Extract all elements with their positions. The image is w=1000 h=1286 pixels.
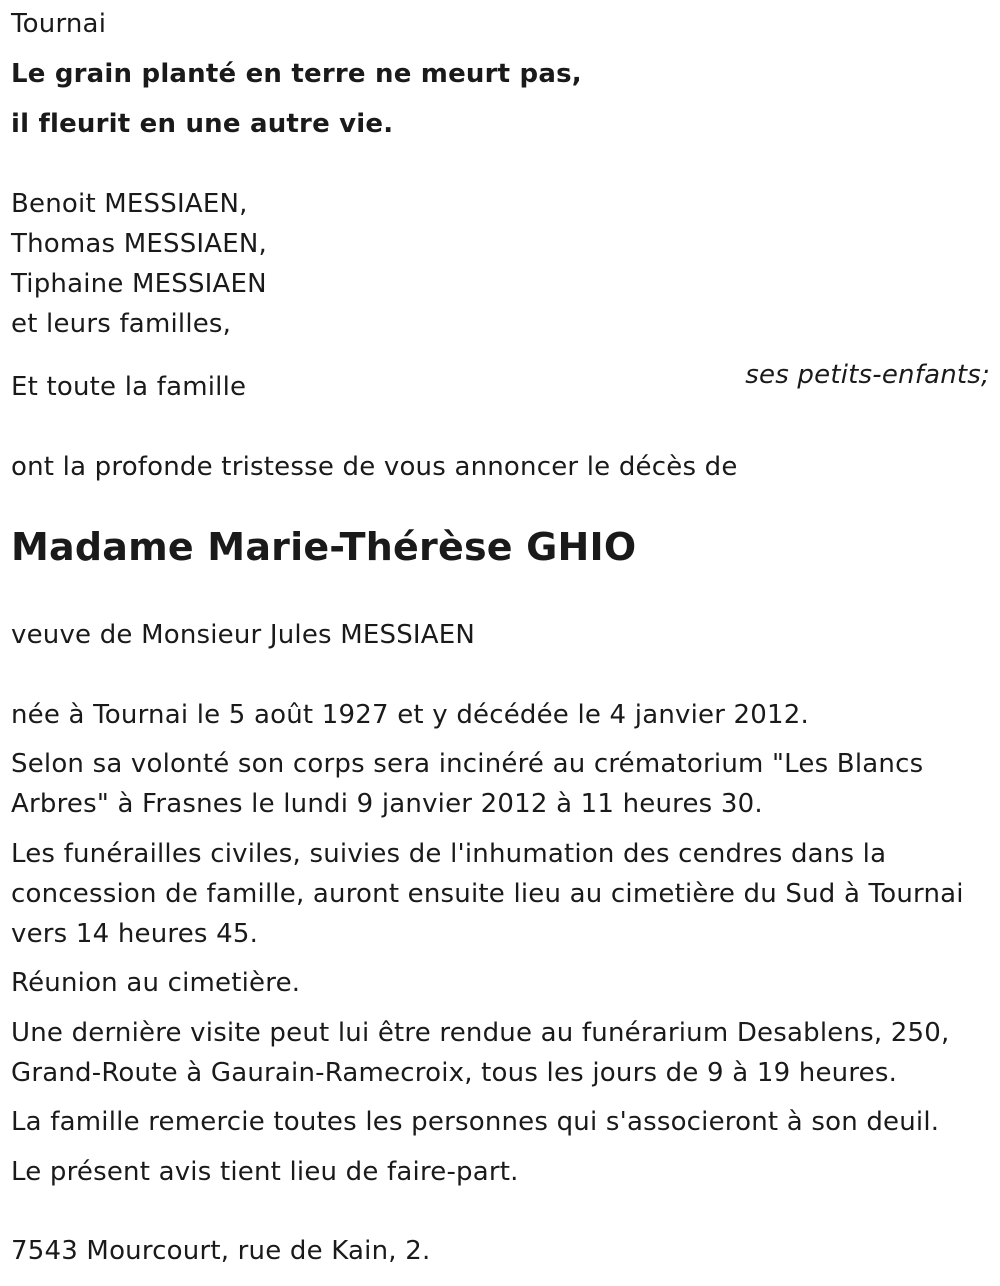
visit-line-1: Une dernière visite peut lui être rendue au funérarium Desablens, 250,	[11, 1018, 950, 1048]
widow-of: veuve de Monsieur Jules MESSIAEN	[11, 620, 476, 650]
funeral-line-2: concession de famille, auront ensuite lieu au cimetière du Sud à Tournai	[11, 879, 964, 909]
funeral-line-1: Les funérailles civiles, suivies de l'inhumation des cendres dans la	[11, 839, 887, 869]
grandchild-name: Tiphaine MESSIAEN	[11, 269, 267, 299]
funeral-line-3: vers 14 heures 45.	[11, 919, 259, 949]
announcement: ont la profonde tristesse de vous annoncer le décès de	[11, 452, 738, 482]
meeting: Réunion au cimetière.	[11, 968, 301, 998]
grandchildren-families: et leurs familles,	[11, 309, 232, 339]
visit-line-2: Grand-Route à Gaurain-Ramecroix, tous les jours de 9 à 19 heures.	[11, 1058, 898, 1088]
deceased-name: Madame Marie-Thérèse GHIO	[11, 525, 637, 569]
cremation-line-2: Arbres" à Frasnes le lundi 9 janvier 2012 à 11 heures 30.	[11, 789, 763, 819]
birth-death: née à Tournai le 5 août 1927 et y décédée le 4 janvier 2012.	[11, 700, 809, 730]
thanks: La famille remercie toutes les personnes qui s'associeront à son deuil.	[11, 1107, 940, 1137]
family-line: Et toute la famille	[11, 372, 247, 402]
grandchild-name: Thomas MESSIAEN,	[11, 229, 268, 259]
cremation-line-1: Selon sa volonté son corps sera incinéré au crématorium "Les Blancs	[11, 749, 924, 779]
grandchildren-role: ses petits-enfants;	[745, 360, 990, 390]
grandchild-name: Benoit MESSIAEN,	[11, 189, 248, 219]
address: 7543 Mourcourt, rue de Kain, 2.	[11, 1236, 431, 1266]
quote-line-2: il fleurit en une autre vie.	[11, 109, 394, 139]
place-heading: Tournai	[11, 9, 107, 39]
quote-line-1: Le grain planté en terre ne meurt pas,	[11, 59, 582, 89]
notice: Le présent avis tient lieu de faire-part.	[11, 1157, 519, 1187]
